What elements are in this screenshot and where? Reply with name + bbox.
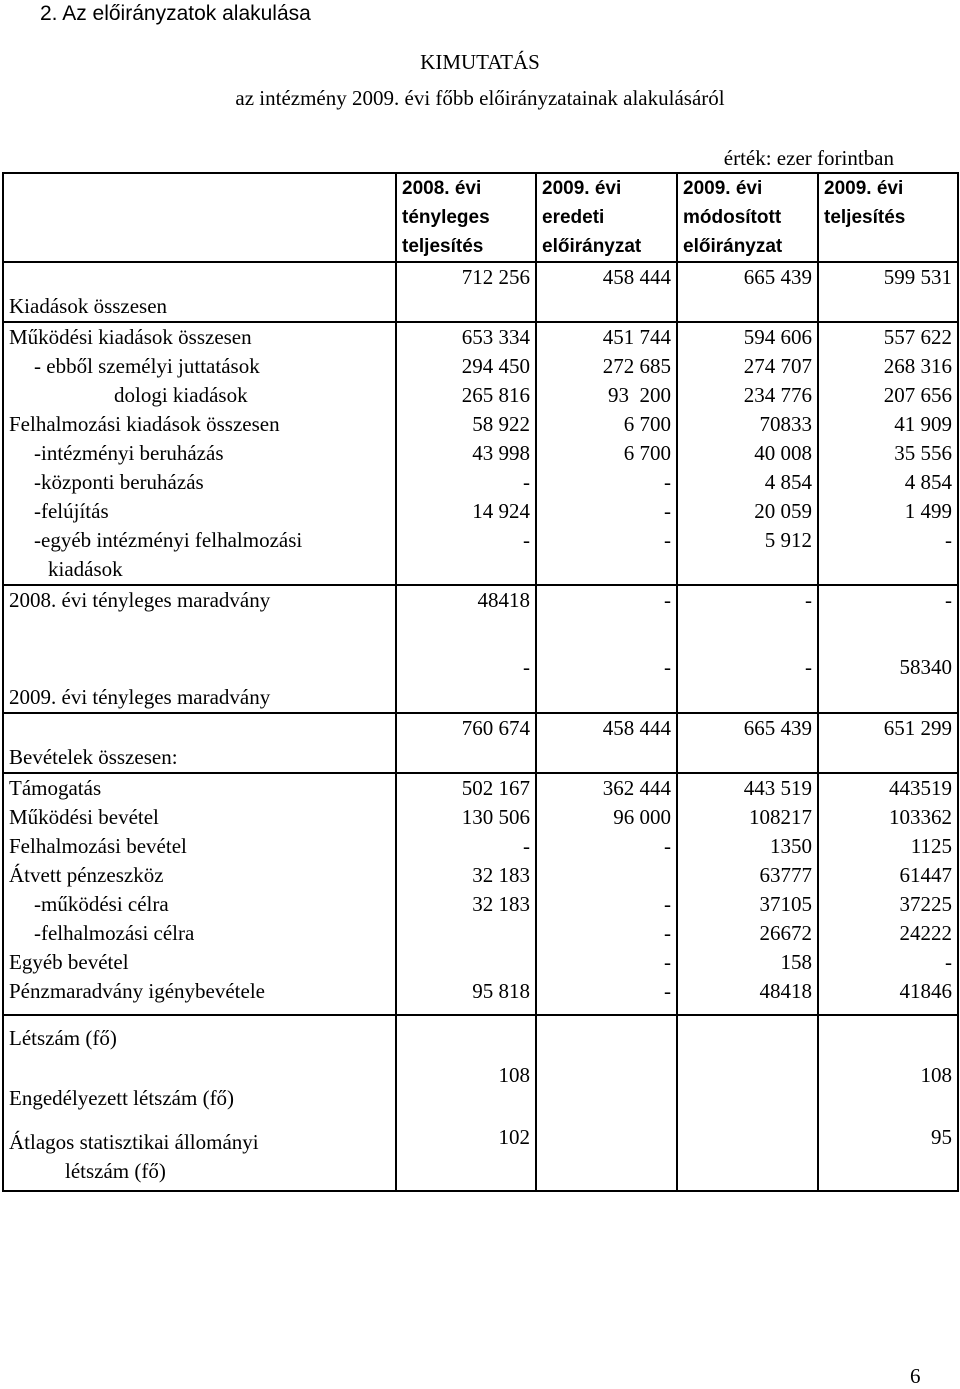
row-value: 108217	[677, 803, 818, 832]
row-value	[396, 919, 536, 948]
row-value: 48418	[396, 585, 536, 615]
unit-note: érték: ezer forintban	[723, 146, 894, 170]
row-label: Kiadások összesen	[3, 262, 396, 322]
row-value: 651 299	[818, 713, 958, 773]
row-value: 48418	[677, 977, 818, 1015]
table-row	[3, 890, 958, 919]
row-value	[536, 1053, 677, 1113]
row-value: 96 000	[536, 803, 677, 832]
row-value: 1125	[818, 832, 958, 861]
row-value	[677, 1113, 818, 1191]
row-label: Működési bevétel	[3, 803, 396, 832]
row-value: 61447	[818, 861, 958, 890]
row-value: -	[677, 653, 818, 713]
table-row	[3, 948, 958, 977]
row-value: -	[396, 468, 536, 497]
row-value	[396, 948, 536, 977]
row-value: -	[818, 585, 958, 615]
row-value: 712 256	[396, 262, 536, 322]
row-value: 760 674	[396, 713, 536, 773]
table-row	[3, 1113, 958, 1191]
header-label-cell	[3, 173, 396, 262]
row-value: 458 444	[536, 713, 677, 773]
row-label: Felhalmozási kiadások összesen	[3, 410, 396, 439]
row-value: 108	[396, 1053, 536, 1113]
row-value: -	[818, 526, 958, 585]
row-value: 502 167	[396, 773, 536, 803]
row-value: 294 450	[396, 352, 536, 381]
column-header-2009-actual: 2009. évi teljesítés	[818, 173, 958, 262]
row-value: 32 183	[396, 861, 536, 890]
row-value: 102	[396, 1113, 536, 1191]
row-value: 6 700	[536, 439, 677, 468]
row-label: Működési kiadások összesen	[3, 322, 396, 352]
row-value: -	[536, 977, 677, 1015]
row-value: 234 776	[677, 381, 818, 410]
row-value: 14 924	[396, 497, 536, 526]
row-value: -	[536, 832, 677, 861]
row-value: 594 606	[677, 322, 818, 352]
row-value	[536, 1113, 677, 1191]
row-value: 362 444	[536, 773, 677, 803]
document-subtitle: az intézmény 2009. évi főbb előirányzatainak alakulásáról	[235, 86, 725, 110]
row-value	[536, 861, 677, 890]
row-value: 41846	[818, 977, 958, 1015]
row-value: -	[536, 497, 677, 526]
table-row	[3, 919, 958, 948]
row-value: 443 519	[677, 773, 818, 803]
row-value: -	[396, 653, 536, 713]
table-row	[3, 322, 958, 352]
table-row	[3, 585, 958, 615]
table-row	[3, 832, 958, 861]
row-value: 443519	[818, 773, 958, 803]
row-value: -	[396, 526, 536, 585]
column-header-2009-original: 2009. évi eredeti előirányzat	[536, 173, 677, 262]
row-label: Felhalmozási bevétel	[3, 832, 396, 861]
row-label: -felújítás	[3, 497, 396, 526]
row-value: 274 707	[677, 352, 818, 381]
row-label: Engedélyezett létszám (fő)	[3, 1053, 396, 1113]
table-row	[3, 803, 958, 832]
row-label: Létszám (fő)	[3, 1015, 396, 1053]
row-value: 1 499	[818, 497, 958, 526]
row-value: 103362	[818, 803, 958, 832]
column-header-2009-modified: 2009. évi módosított előirányzat	[677, 173, 818, 262]
row-value: 158	[677, 948, 818, 977]
table-row	[3, 497, 958, 526]
row-label: Bevételek összesen:	[3, 713, 396, 773]
row-value: 58340	[818, 653, 958, 713]
row-label: -központi beruházás	[3, 468, 396, 497]
row-label: dologi kiadások	[3, 381, 396, 410]
row-value: 207 656	[818, 381, 958, 410]
row-value: 130 506	[396, 803, 536, 832]
table-row	[3, 861, 958, 890]
table-row	[3, 615, 958, 653]
row-value: -	[396, 832, 536, 861]
row-value: 40 008	[677, 439, 818, 468]
row-value: 35 556	[818, 439, 958, 468]
row-value: 95 818	[396, 977, 536, 1015]
row-value: -	[536, 526, 677, 585]
table-row	[3, 773, 958, 803]
table-row	[3, 713, 958, 773]
row-value: 37105	[677, 890, 818, 919]
row-label: Támogatás	[3, 773, 396, 803]
row-value: 6 700	[536, 410, 677, 439]
table-row	[3, 352, 958, 381]
column-header-2008-actual: 2008. évi tényleges teljesítés	[396, 173, 536, 262]
table-row	[3, 381, 958, 410]
row-value: 43 998	[396, 439, 536, 468]
row-value: -	[536, 653, 677, 713]
table-row	[3, 653, 958, 713]
row-label: - ebből személyi juttatások	[3, 352, 396, 381]
header-row	[3, 173, 958, 262]
row-value: -	[536, 948, 677, 977]
table-row	[3, 526, 958, 585]
row-value: 1350	[677, 832, 818, 861]
row-label: Pénzmaradvány igénybevétele	[3, 977, 396, 1015]
section-title: 2. Az előirányzatok alakulása	[40, 2, 311, 25]
row-label: -működési célra	[3, 890, 396, 919]
table-row	[3, 468, 958, 497]
table-row	[3, 262, 958, 322]
row-value: 5 912	[677, 526, 818, 585]
row-value: 93 200	[536, 381, 677, 410]
document-title: KIMUTATÁS	[420, 50, 540, 74]
row-value: -	[536, 890, 677, 919]
row-value: 599 531	[818, 262, 958, 322]
row-value: 20 059	[677, 497, 818, 526]
row-label: Egyéb bevétel	[3, 948, 396, 977]
row-value: 265 816	[396, 381, 536, 410]
row-value: 4 854	[677, 468, 818, 497]
row-label: -egyéb intézményi felhalmozási kiadások	[3, 526, 396, 585]
row-label: Átvett pénzeszköz	[3, 861, 396, 890]
row-label: 2009. évi tényleges maradvány	[3, 653, 396, 713]
row-value: 458 444	[536, 262, 677, 322]
row-value: 4 854	[818, 468, 958, 497]
row-value: 95	[818, 1113, 958, 1191]
budget-table	[2, 172, 959, 1192]
row-value: 37225	[818, 890, 958, 919]
row-value: 653 334	[396, 322, 536, 352]
row-label: 2008. évi tényleges maradvány	[3, 585, 396, 615]
row-value: 268 316	[818, 352, 958, 381]
row-value: 108	[818, 1053, 958, 1113]
row-value: 665 439	[677, 713, 818, 773]
row-value: 41 909	[818, 410, 958, 439]
row-value: 24222	[818, 919, 958, 948]
row-value: 70833	[677, 410, 818, 439]
page-number: 6	[910, 1364, 921, 1388]
row-value: 63777	[677, 861, 818, 890]
row-value	[677, 1053, 818, 1113]
row-value: -	[677, 585, 818, 615]
row-value: -	[536, 919, 677, 948]
row-value: -	[536, 585, 677, 615]
row-value: -	[818, 948, 958, 977]
row-value: -	[536, 468, 677, 497]
row-value: 58 922	[396, 410, 536, 439]
row-value: 26672	[677, 919, 818, 948]
row-value: 665 439	[677, 262, 818, 322]
row-label: -felhalmozási célra	[3, 919, 396, 948]
row-value: 32 183	[396, 890, 536, 919]
table-row	[3, 1053, 958, 1113]
table-row	[3, 439, 958, 468]
row-label: Átlagos statisztikai állományi létszám (fő)	[3, 1113, 396, 1191]
table-row	[3, 410, 958, 439]
table-row	[3, 1015, 958, 1053]
table-row	[3, 977, 958, 1015]
row-value: 272 685	[536, 352, 677, 381]
row-value: 557 622	[818, 322, 958, 352]
row-label: -intézményi beruházás	[3, 439, 396, 468]
row-value: 451 744	[536, 322, 677, 352]
